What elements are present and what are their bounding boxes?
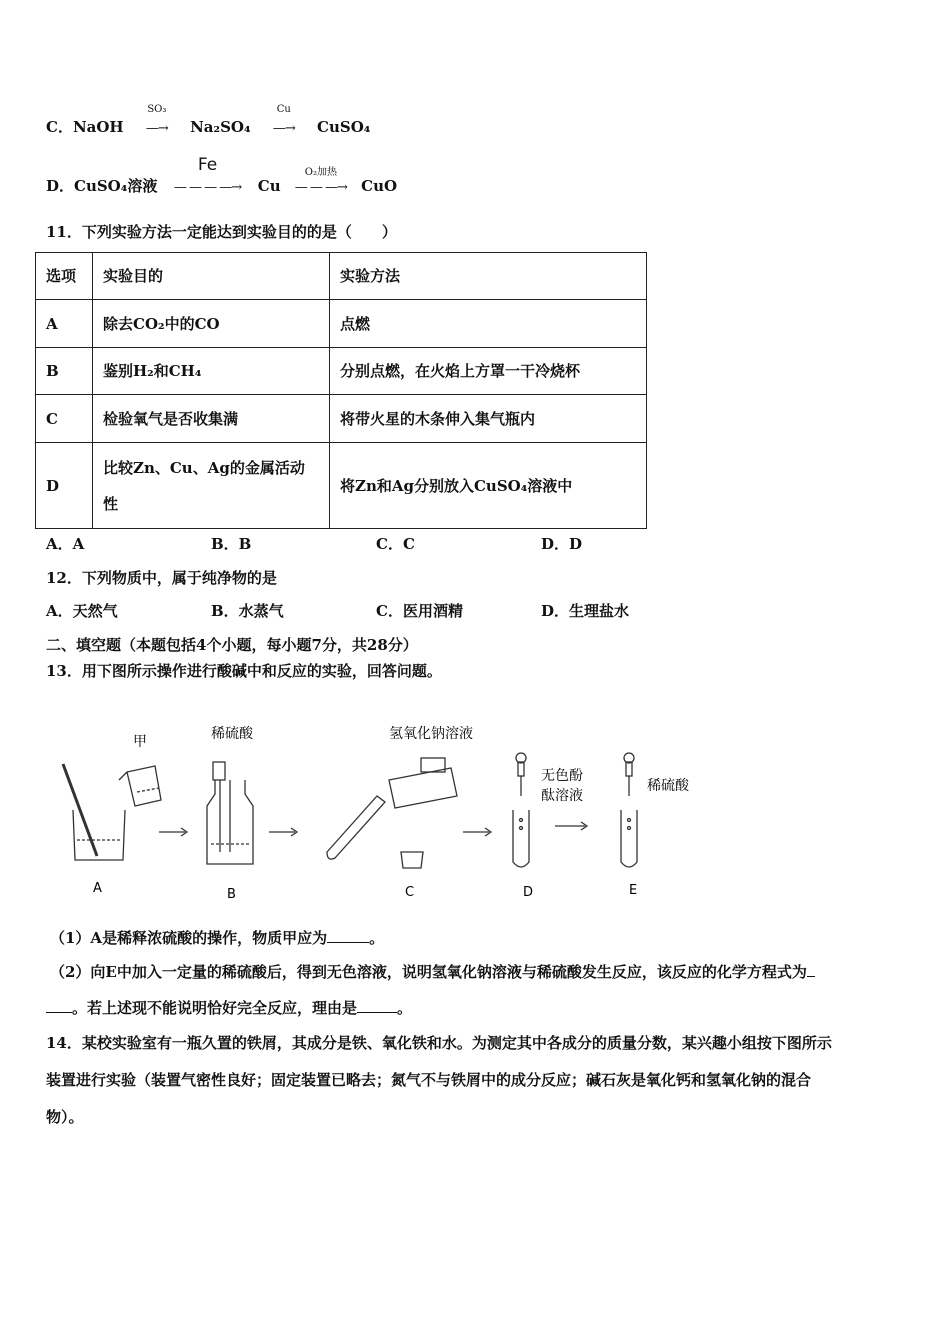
row-b-purpose: 鉴别H₂和CH₄ xyxy=(93,348,330,395)
answer-blank[interactable] xyxy=(327,928,369,943)
q11-options xyxy=(46,533,706,554)
q12-option-b: B．水蒸气 xyxy=(211,602,284,620)
table-row xyxy=(36,300,647,348)
step-b-bottle-icon xyxy=(207,762,253,864)
q11-question: 11．下列实验方法一定能达到实验目的的是（ ） xyxy=(46,223,397,241)
q10-option-c xyxy=(46,104,371,137)
q10-d-arrow1-label: Fe xyxy=(197,155,218,175)
q10-c-end: CuSO₄ xyxy=(317,118,371,136)
q13-question: 13．用下图所示操作进行酸碱中和反应的实验，回答问题。 xyxy=(46,662,442,680)
step-label-d: D xyxy=(523,885,534,900)
row-b-option: B xyxy=(36,348,93,395)
q13-sub1-end: 。 xyxy=(369,929,385,947)
q11-option-c: C．C xyxy=(376,535,415,553)
table-row xyxy=(36,443,647,529)
q11-table xyxy=(35,252,647,529)
q14-line-1: 14．某校实验室有一瓶久置的铁屑，其成分是铁、氧化铁和水。为测定其中各成分的质量分数，某兴趣小组按下图所示 xyxy=(46,1034,832,1052)
row-c-option: C xyxy=(36,395,93,443)
q12-option-d: D．生理盐水 xyxy=(541,602,630,620)
label-dilute-acid-2: 稀硫酸 xyxy=(647,778,689,794)
row-d-purpose: 比较Zn、Cu、Ag的金属活动性 xyxy=(93,443,330,529)
label-indicator-line1: 无色酚 xyxy=(541,768,583,784)
q13-experiment-figure xyxy=(55,722,715,902)
row-b-method: 分别点燃，在火焰上方罩一干冷烧杯 xyxy=(330,348,647,395)
label-indicator-line2: 酞溶液 xyxy=(541,788,583,804)
step-e-test-tube-icon xyxy=(621,753,637,867)
table-row xyxy=(36,395,647,443)
q13-sub2-cont xyxy=(46,997,412,1018)
row-a-method: 点燃 xyxy=(330,300,647,348)
q13-sub2-text-2: 。若上述现不能说明恰好完全反应，理由是 xyxy=(72,999,358,1017)
step-d-test-tube-icon xyxy=(513,753,529,867)
step-label-b: B xyxy=(227,887,236,902)
q12-question: 12．下列物质中，属于纯净物的是 xyxy=(46,569,277,587)
row-c-method: 将带火星的木条伸入集气瓶内 xyxy=(330,395,647,443)
label-jia: 甲 xyxy=(133,734,147,750)
row-a-purpose: 除去CO₂中的CO xyxy=(93,300,330,348)
q13-sub2-text: （2）向E中加入一定量的稀硫酸后，得到无色溶液，说明氢氧化钠溶液与稀硫酸发生反应，该反应的化学方程式为 xyxy=(50,963,807,981)
step-label-e: E xyxy=(629,883,638,898)
q13-sub1-text: （1）A是稀释浓硫酸的操作，物质甲应为 xyxy=(50,929,328,947)
answer-blank[interactable] xyxy=(807,962,815,977)
q12-options xyxy=(46,600,706,621)
step-label-c: C xyxy=(405,885,415,900)
header-purpose: 实验目的 xyxy=(93,253,330,300)
row-d-option: D xyxy=(36,443,93,529)
step-c-test-tube-icon xyxy=(327,758,457,868)
section-2-heading: 二、填空题（本题包括4个小题，每小题7分，共28分） xyxy=(46,636,418,654)
step-a-beaker-icon xyxy=(63,764,161,860)
q10-option-d xyxy=(46,155,398,196)
label-dilute-acid: 稀硫酸 xyxy=(211,726,253,742)
answer-blank[interactable] xyxy=(46,998,72,1013)
q12-option-a: A．天然气 xyxy=(46,602,118,620)
step-label-a: A xyxy=(93,881,102,896)
q10-d-arrow1: Fe — — — —→ xyxy=(163,177,253,195)
header-method: 实验方法 xyxy=(330,253,647,300)
table-row xyxy=(36,348,647,395)
table-header-row xyxy=(36,253,647,300)
q10-d-mid: Cu xyxy=(257,177,281,195)
q11-option-d: D．D xyxy=(541,535,583,553)
q12-option-c: C．医用酒精 xyxy=(376,602,463,620)
answer-blank[interactable] xyxy=(357,998,397,1013)
q10-c-start: C．NaOH xyxy=(46,118,124,136)
q13-sub1 xyxy=(50,927,384,948)
q11-option-a: A．A xyxy=(46,535,85,553)
q10-c-arrow1-label: SO₃ xyxy=(147,104,167,115)
q10-d-arrow2-label: O₂加热 xyxy=(304,167,337,178)
q10-c-arrow2: Cu —→ xyxy=(256,118,312,136)
q13-sub2-end: 。 xyxy=(397,999,413,1017)
q10-c-mid: Na₂SO₄ xyxy=(190,118,251,136)
q13-sub2 xyxy=(50,961,815,982)
row-d-method: 将Zn和Ag分别放入CuSO₄溶液中 xyxy=(330,443,647,529)
header-option: 选项 xyxy=(36,253,93,300)
q10-d-arrow2: O₂加热 — — —→ xyxy=(286,177,356,195)
q10-c-arrow2-label: Cu xyxy=(276,104,291,115)
q10-d-end: CuO xyxy=(361,177,398,195)
row-c-purpose: 检验氧气是否收集满 xyxy=(93,395,330,443)
q11-option-b: B．B xyxy=(211,535,252,553)
label-naoh-solution: 氢氧化钠溶液 xyxy=(389,726,473,742)
row-a-option: A xyxy=(36,300,93,348)
q14-line-2: 装置进行实验（装置气密性良好；固定装置已略去；氮气不与铁屑中的成分反应；碱石灰是氧化钙和氢氧化钠的混合 xyxy=(46,1071,812,1089)
q10-d-start: D．CuSO₄溶液 xyxy=(46,177,158,195)
q10-c-arrow1: SO₃ —→ xyxy=(129,118,185,136)
q14-line-3: 物）。 xyxy=(46,1108,84,1126)
